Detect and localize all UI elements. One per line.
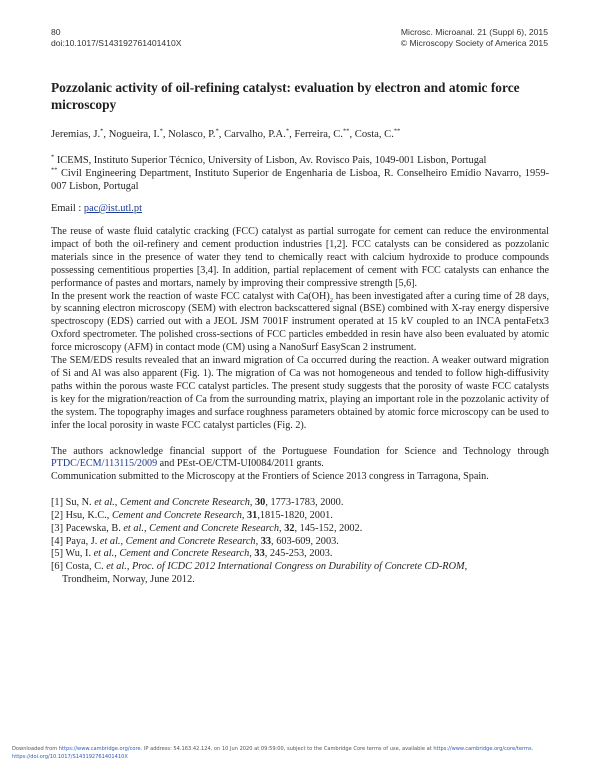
copyright: © Microscopy Society of America 2015	[400, 38, 548, 48]
reference-item: [1] Su, N. et al., Cement and Concrete Research, 30, 1773-1783, 2000.	[51, 497, 344, 509]
reference-continuation: Trondheim, Norway, June 2012.	[62, 574, 195, 585]
journal-citation: Microsc. Microanal. 21 (Suppl 6), 2015	[400, 27, 548, 37]
footer-line-1: Downloaded from https://www.cambridge.org/core. IP address: 54.163.42.124, on 10 Jun 2020 at 09:59:00, subject to the Cambridge Core terms of use, available at https://www.cambridge.org/core/terms.	[12, 746, 534, 752]
footer-doi-link[interactable]: https://doi.org/10.1017/S143192761401410X	[12, 754, 128, 760]
abstract-body	[51, 226, 549, 433]
page-number: 80	[51, 27, 61, 37]
body-paragraph-2: In the present work the reaction of waste FCC catalyst with $Ca(OH)_2$ has been investigated after a curing time of 28 days, by scanning electron microscopy (SEM) with electron backscattered signal (BSE) combined with X-ray energy dispersive spectroscopy (EDS) carried out with a JEOL JSM 7001F instrument operated at 15 kV coupled to an INCA pentaFetx3 Oxford spectrometer. The polished cross-sections of FCC particles embedded in resin have also been evaluated by atomic force microscopy (AFM) in contact mode (CM) using a NanoSurf EasyScan 2 instrument.	[51, 290, 549, 354]
affiliation-2: ** Civil Engineering Department, Instituto Superior de Engenharia de Lisboa, R. Conselheiro Emídio Navarro, 1959-007 Lisbon, Portugal	[51, 166, 549, 192]
email-link[interactable]: pac@ist.utl.pt	[83, 203, 142, 214]
reference-item: [6] Costa, C. et al., Proc. of ICDC 2012 International Congress on Durability of Concrete CD-ROM,	[51, 561, 468, 573]
author: Jeremias, J.*,	[51, 127, 109, 140]
affiliation-1: * ICEMS, Instituto Superior Técnico, University of Lisbon, Av. Rovisco Pais, 1049-001 Lisbon, Portugal	[51, 153, 487, 166]
running-header-right	[401, 27, 548, 49]
references	[51, 497, 549, 587]
grant-link[interactable]: PTDC/ECM/113115/2009	[51, 458, 158, 470]
body-paragraph-3: The SEM/EDS results revealed that an inward migration of Ca occurred during the reaction. A weaker outward migration of Si and Al was also apparent (Fig. 1). The migration of Ca was not homogeneous and tended to follow high-diffusivity paths within the porous waste FCC catalyst particles. The present study suggests that the porosity of waste FCC catalysts is key for the migration/reaction of Ca from the surrounding matrix, playing an important role in the pozzolanic activity of the system. The topography images and surface roughness parameters obtained by atomic force microscopy can be used to infer the local porosity in waste FCC catalyst particles (Fig. 2).	[51, 355, 549, 431]
affiliations	[51, 154, 549, 193]
email-line	[51, 203, 549, 214]
reference-item: [4] Paya, J. et al., Cement and Concrete Research, 33, 603-609, 2003.	[51, 535, 339, 547]
article	[51, 80, 549, 587]
acknowledgement	[51, 446, 549, 485]
author: Nolasco, P.*,	[168, 127, 225, 140]
article-title: Pozzolanic activity of oil-refining catalyst: evaluation by electron and atomic force microscopy	[51, 80, 520, 112]
author: Ferreira, C.**,	[294, 127, 355, 140]
acknowledgement-text: The authors acknowledge financial support of the Portuguese Foundation for Science and Technology through PTDC/ECM/113115/2009 and PEst-OE/CTM-UI0084/2011 grants.	[51, 445, 549, 470]
author: Nogueira, I.*,	[108, 127, 169, 140]
communication-note: Communication submitted to the Microscopy at the Frontiers of Science 2013 congress in Tarragona, Spain.	[51, 471, 489, 483]
download-footer	[12, 745, 533, 761]
footer-terms-link[interactable]: https://www.cambridge.org/core/terms	[433, 746, 532, 752]
author-list	[51, 128, 549, 141]
reference-item: [5] Wu, I. et al., Cement and Concrete Research, 33, 245-253, 2003.	[51, 548, 333, 560]
reference-item: [2] Hsu, K.C., Cement and Concrete Research, 31,1815-1820, 2001.	[51, 510, 333, 522]
doi: doi:10.1017/S143192761401410X	[51, 38, 182, 48]
running-header-left	[51, 27, 181, 49]
email-label: Email :	[51, 203, 84, 214]
author: Costa, C.**	[354, 127, 401, 140]
footer-core-link[interactable]: https://www.cambridge.org/core	[58, 746, 141, 752]
body-paragraph-1: The reuse of waste fluid catalytic cracking (FCC) catalyst as partial surrogate for cement can reduce the environmental impact of both the oil-refinery and cement production industries [1,2]. FCC catalysts can be considered as pozzolanic materials since in the presence of water they tend to chemically react with calcium hydroxide to produce compounds possessing cementitious properties [3,4]. In addition, partial replacement of cement with FCC catalysts can enhance the performance of pastes and mortars, namely by improving their compressive strength [5,6].	[51, 226, 549, 289]
footer-line-2	[12, 753, 533, 761]
reference-item: [3] Pacewska, B. et al., Cement and Concrete Research, 32, 145-152, 2002.	[51, 522, 363, 534]
author: Carvalho, P.A.*,	[224, 127, 295, 140]
